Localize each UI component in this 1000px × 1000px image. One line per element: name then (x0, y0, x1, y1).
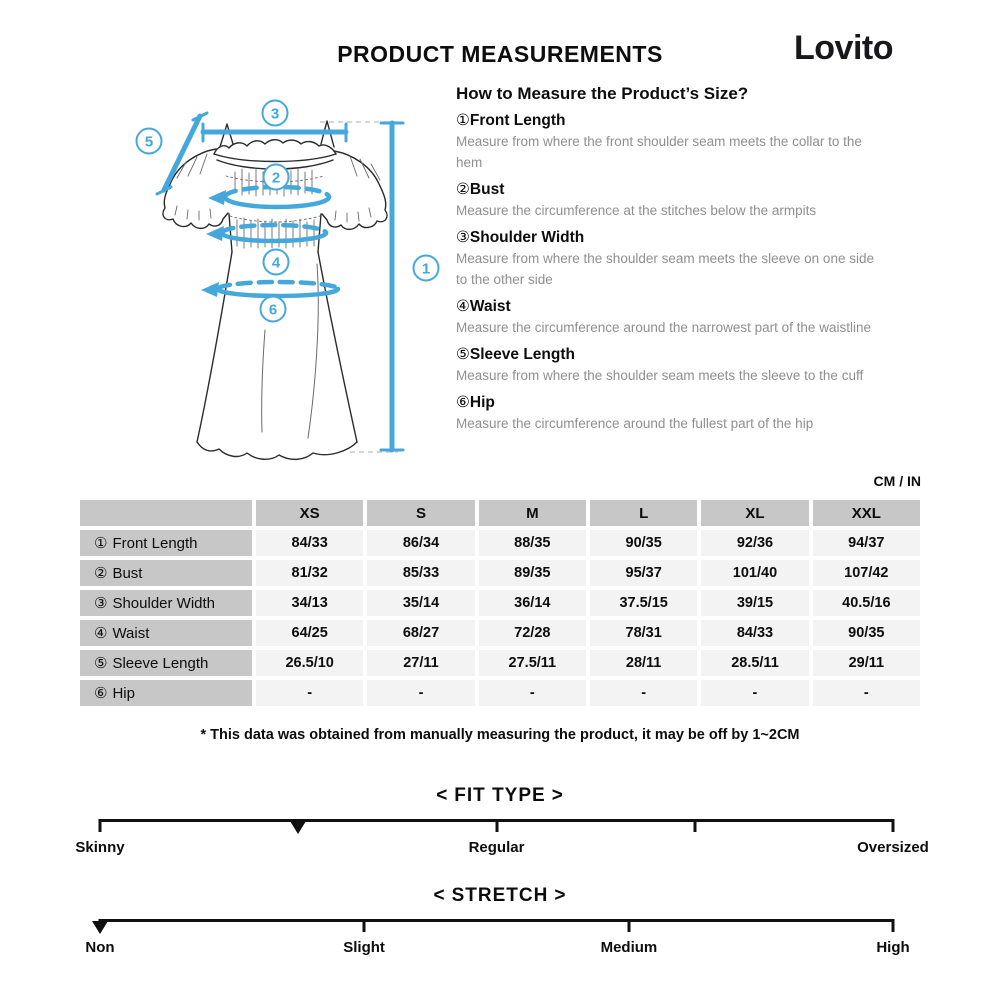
measurement-disclaimer-note: * This data was obtained from manually measuring the product, it may be off by 1~2CM (200, 727, 800, 743)
cell-shoulder-width-xxl: 40.5/16 (813, 590, 920, 616)
cell-waist-m: 72/28 (479, 620, 586, 646)
how-to-measure-section (456, 84, 884, 437)
cell-front-length-xs: 84/33 (256, 530, 363, 556)
annotation-4-waist (264, 250, 289, 275)
cell-hip-xxl: - (813, 680, 920, 706)
scale-tick (892, 819, 895, 832)
annotation-1-front-length (414, 256, 439, 281)
cell-shoulder-width-xl: 39/15 (701, 590, 808, 616)
cell-waist-xs: 64/25 (256, 620, 363, 646)
cell-bust-m: 89/35 (479, 560, 586, 586)
cell-bust-xl: 101/40 (701, 560, 808, 586)
cell-hip-s: - (367, 680, 474, 706)
circled-1-glyph: ① (456, 112, 470, 129)
scale-tick (627, 919, 630, 932)
table-row-front-length (80, 530, 920, 556)
annotation-6-hip (261, 297, 286, 322)
cell-front-length-xl: 92/36 (701, 530, 808, 556)
column-header-s: S (367, 500, 474, 526)
scale-tick (693, 819, 696, 832)
cell-hip-xs: - (256, 680, 363, 706)
fit-type-scale-line (100, 819, 893, 822)
cell-shoulder-width-xs: 34/13 (256, 590, 363, 616)
hip-girth-mark (201, 282, 338, 297)
size-table (76, 496, 924, 710)
measure-item-heading-front-length: ①Front Length (456, 112, 566, 129)
left-angle-bracket: < (433, 885, 446, 906)
fit-type-label-regular: Regular (468, 839, 525, 856)
table-corner-cell (80, 500, 252, 526)
measure-item-heading-waist: ④Waist (456, 298, 511, 316)
scale-tick (495, 819, 498, 832)
measure-item-heading-bust: ②Bust (456, 180, 505, 198)
cell-front-length-s: 86/34 (367, 530, 474, 556)
cell-waist-xxl: 90/35 (813, 620, 920, 646)
right-angle-bracket: > (551, 785, 564, 806)
fit-type-label-skinny: Skinny (75, 839, 125, 856)
cell-sleeve-length-xs: 26.5/10 (256, 650, 363, 676)
stretch-label-medium: Medium (600, 939, 658, 956)
measure-item-desc-shoulder-width: Measure from where the shoulder seam meets the sleeve on one side to the other side (456, 251, 874, 288)
size-table-header-row (80, 500, 920, 526)
cell-front-length-xxl: 94/37 (813, 530, 920, 556)
column-header-xl: XL (701, 500, 808, 526)
measure-item-heading-sleeve-length: ⑤Sleeve Length (456, 346, 575, 364)
cell-waist-l: 78/31 (590, 620, 697, 646)
measure-item-desc-bust: Measure the circumference at the stitches below the armpits (456, 203, 817, 219)
cell-front-length-l: 90/35 (590, 530, 697, 556)
svg-text:1: 1 (421, 260, 431, 278)
fit-type-title: < FIT TYPE > (0, 785, 1000, 807)
measure-item-desc-front-length: Measure from where the front shoulder seam meets the collar to the hem (456, 134, 862, 171)
scale-tick (892, 919, 895, 932)
svg-text:5: 5 (144, 133, 154, 151)
waist-girth-mark (206, 225, 326, 241)
row-label-shoulder-width: ③ Shoulder Width (80, 590, 252, 616)
cell-sleeve-length-xxl: 29/11 (813, 650, 920, 676)
measure-item-heading-hip: ⑥Hip (456, 394, 495, 412)
annotation-3-shoulder-width (263, 101, 288, 126)
circled-3-glyph: ③ (456, 229, 470, 247)
page-title: PRODUCT MEASUREMENTS (337, 41, 663, 67)
cell-sleeve-length-m: 27.5/11 (479, 650, 586, 676)
cell-sleeve-length-xl: 28.5/11 (701, 650, 808, 676)
stretch-scale-line (100, 919, 893, 922)
table-row-hip (80, 680, 920, 706)
cell-front-length-m: 88/35 (479, 530, 586, 556)
cell-shoulder-width-s: 35/14 (367, 590, 474, 616)
row-label-waist: ④ Waist (80, 620, 252, 646)
brand-logo: Lovito (794, 29, 893, 67)
cell-bust-xs: 81/32 (256, 560, 363, 586)
measure-item-desc-waist: Measure the circumference around the narrowest part of the waistline (456, 320, 871, 336)
circled-4-glyph: ④ (456, 298, 470, 316)
column-header-xs: XS (256, 500, 363, 526)
svg-text:6: 6 (268, 301, 278, 319)
cell-sleeve-length-l: 28/11 (590, 650, 697, 676)
cell-hip-xl: - (701, 680, 808, 706)
stretch-label-high: High (876, 939, 910, 956)
table-row-sleeve-length (80, 650, 920, 676)
circled-2-glyph: ② (456, 180, 470, 198)
cell-hip-m: - (479, 680, 586, 706)
table-row-waist (80, 620, 920, 646)
right-angle-bracket: > (554, 885, 567, 906)
cell-shoulder-width-l: 37.5/15 (590, 590, 697, 616)
scale-tick (297, 819, 300, 832)
scale-tick (363, 919, 366, 932)
annotation-2-bust (264, 165, 289, 190)
annotation-5-sleeve-length (137, 129, 162, 154)
cell-waist-xl: 84/33 (701, 620, 808, 646)
column-header-l: L (590, 500, 697, 526)
scale-tick (99, 919, 102, 932)
row-label-front-length: ① Front Length (80, 530, 252, 556)
left-angle-bracket: < (436, 785, 449, 806)
stretch-title: < STRETCH > (0, 885, 1000, 907)
cell-bust-l: 95/37 (590, 560, 697, 586)
stretch-label-slight: Slight (343, 939, 385, 956)
row-label-sleeve-length: ⑤ Sleeve Length (80, 650, 252, 676)
table-row-shoulder-width (80, 590, 920, 616)
fit-type-labels (75, 839, 929, 859)
svg-text:3: 3 (270, 105, 280, 123)
scale-tick (99, 819, 102, 832)
cell-bust-xxl: 107/42 (813, 560, 920, 586)
circled-6-glyph: ⑥ (456, 394, 470, 412)
measure-item-desc-hip: Measure the circumference around the fullest part of the hip (456, 416, 814, 432)
svg-text:4: 4 (271, 254, 281, 272)
fit-type-label-oversized: Oversized (857, 839, 929, 856)
front-length-ruler (381, 123, 403, 450)
row-label-bust: ② Bust (80, 560, 252, 586)
stretch-label-non: Non (85, 939, 115, 956)
how-to-measure-heading: How to Measure the Product’s Size? (456, 84, 749, 103)
cell-hip-l: - (590, 680, 697, 706)
bust-girth-mark (208, 187, 329, 207)
cell-bust-s: 85/33 (367, 560, 474, 586)
measure-item-heading-shoulder-width: ③Shoulder Width (456, 229, 585, 247)
column-header-m: M (479, 500, 586, 526)
cell-waist-s: 68/27 (367, 620, 474, 646)
dress-measurement-diagram (110, 92, 455, 472)
cell-sleeve-length-s: 27/11 (367, 650, 474, 676)
shoulder-width-ruler (203, 124, 346, 141)
table-row-bust (80, 560, 920, 586)
stretch-labels (85, 939, 910, 959)
column-header-xxl: XXL (813, 500, 920, 526)
circled-5-glyph: ⑤ (456, 346, 470, 364)
unit-label: CM / IN (873, 473, 921, 489)
measure-item-desc-sleeve-length: Measure from where the shoulder seam meets the sleeve to the cuff (456, 368, 864, 384)
cell-shoulder-width-m: 36/14 (479, 590, 586, 616)
svg-text:2: 2 (271, 169, 281, 187)
row-label-hip: ⑥ Hip (80, 680, 252, 706)
